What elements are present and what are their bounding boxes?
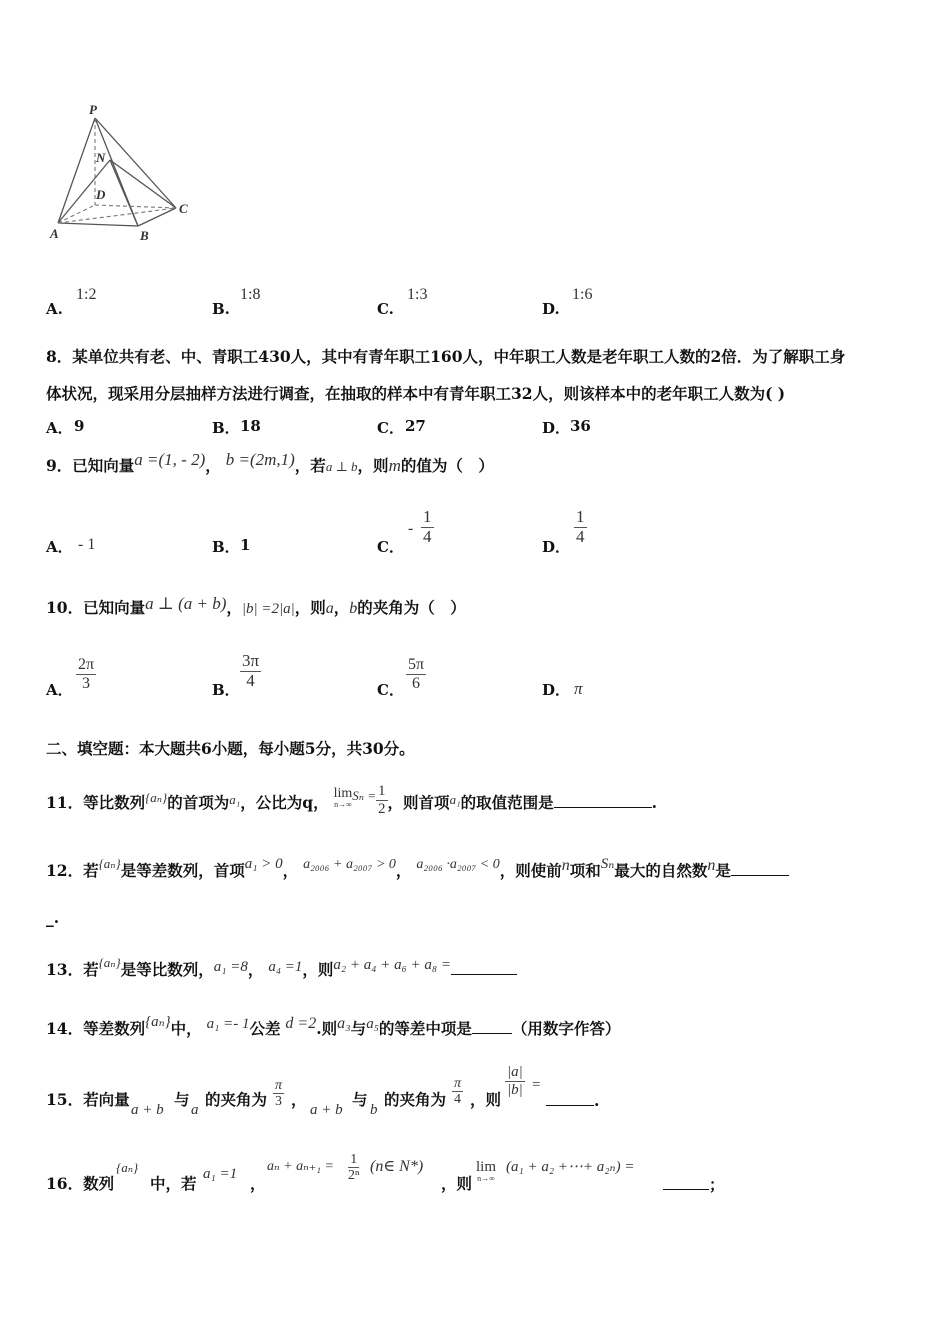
vertex-label-p: P xyxy=(89,102,97,117)
q8-option-a-label: A． xyxy=(46,419,73,437)
q15-a: a xyxy=(191,1102,199,1118)
q12-n1: n xyxy=(561,857,570,874)
q12-t1: 是等差数列，首项 xyxy=(120,861,245,880)
q15-answer-wrap xyxy=(546,1088,599,1110)
q14-t1: 中， xyxy=(170,1019,202,1038)
q11-half-fraction: $\frac{1}{2}$ xyxy=(378,783,386,817)
q13-c2: a₄ =1 xyxy=(268,959,303,975)
q9-option-d-label: D． xyxy=(542,538,571,556)
q13-sep1: ， xyxy=(247,960,264,979)
q15-angle1-fraction: $\frac{\pi}{3}$ xyxy=(275,1078,283,1110)
q14-answer-blank[interactable] xyxy=(472,1033,512,1034)
q9-suffix: 的值为（ ） xyxy=(400,456,494,475)
q9-option-b-value: 1 xyxy=(240,536,251,554)
q8-line2: 体状况，现采用分层抽样方法进行调查，在抽取的样本中有青年职工32人，则该样本中的老年职工人数为( ) xyxy=(46,384,786,403)
q12-t4: 最大的自然数 xyxy=(614,861,708,880)
q11-t3: ，则首项 xyxy=(387,793,450,812)
q10-b: b xyxy=(349,600,358,617)
vertex-label-b: B xyxy=(140,228,149,243)
q8-option-b-label: B． xyxy=(212,419,240,437)
q12-sep2: ， xyxy=(395,861,412,880)
q15-with2: 与 xyxy=(352,1090,368,1109)
q7-option-d-label: D. xyxy=(542,300,560,318)
q15-v1: a + b xyxy=(131,1102,164,1118)
q16-c1: a₁ =1 xyxy=(203,1166,238,1182)
q9-option-d-fraction: $\frac{1}{4}$ xyxy=(576,507,585,546)
q13-t2: ，则 xyxy=(302,960,334,979)
q9-sep: ， xyxy=(205,456,221,475)
q9-option-b-label: B． xyxy=(212,538,240,556)
q12-c2: a₂₀₀₆ + a₂₀₀₇ > 0 xyxy=(303,857,396,872)
q15-t3: ，则 xyxy=(470,1090,502,1109)
q9-option-a-value: - 1 xyxy=(78,536,96,553)
q9-option-c-sign: - xyxy=(408,520,414,537)
q15-t1: 的夹角为 xyxy=(205,1090,268,1109)
q9-option-c-fraction: $\frac{1}{4}$ xyxy=(423,507,432,546)
q7-option-d-value: 1:6 xyxy=(572,286,593,303)
section2-title: 二、填空题：本大题共6小题，每小题5分，共30分。 xyxy=(46,739,415,758)
q10-prefix: 10．已知向量 xyxy=(46,598,146,617)
q11-limit: lim n→∞ xyxy=(333,786,353,809)
q10-sep2: ， xyxy=(333,598,350,617)
q8-option-d-value: 36 xyxy=(570,417,591,435)
q10-option-c-label: C． xyxy=(377,681,404,699)
q11-answer-blank[interactable] xyxy=(554,807,652,808)
pyramid-figure xyxy=(40,100,210,250)
q12-sn: Sₙ xyxy=(600,856,615,872)
q16-expr: (a₁ + a₂ +⋯+ a₂ₙ) = xyxy=(506,1159,635,1175)
q15-b: b xyxy=(370,1102,378,1118)
vertex-label-d: D xyxy=(96,187,106,202)
q9-mid: ，若 xyxy=(294,456,326,475)
q16-prefix: 16．数列 xyxy=(46,1174,115,1193)
q13-expr: a₂ + a₄ + a₆ + a₈ = xyxy=(333,957,452,973)
q12-t2: ，则使前 xyxy=(499,861,562,880)
q11-seq: {aₙ} xyxy=(145,790,168,805)
q7-option-c-label: C. xyxy=(377,300,394,318)
q11-sn: Sₙ = xyxy=(352,788,377,803)
q16-answer-blank[interactable] xyxy=(663,1172,709,1190)
q7-option-b-value: 1:8 xyxy=(240,286,261,303)
vertex-label-a: A xyxy=(50,226,59,241)
q9-stem xyxy=(46,450,494,476)
q12-t3: 项和 xyxy=(569,861,601,880)
q16-sep: ， xyxy=(250,1174,266,1193)
q15-sep: ， xyxy=(291,1090,307,1109)
q8-line1: 8．某单位共有老、中、青职工430人，其中有青年职工160人，中年职工人数是老年职工人数的2倍．为了解职工身 xyxy=(46,347,846,366)
q13-answer-blank[interactable] xyxy=(451,974,517,975)
q13-t1: 是等比数列， xyxy=(120,960,214,979)
q9-prefix: 9．已知向量 xyxy=(46,456,135,475)
q10-option-b-fraction: $\frac{3\pi}{4}$ xyxy=(242,651,260,690)
q10-a: a xyxy=(325,600,334,617)
q8-option-b-value: 18 xyxy=(240,417,261,435)
q11-end: . xyxy=(651,793,658,812)
q14-a5: a₅ xyxy=(366,1016,379,1032)
q12-prefix: 12．若 xyxy=(46,861,99,880)
q9-cond: a ⊥ b xyxy=(325,459,358,474)
q8-option-a-value: 9 xyxy=(74,417,85,435)
q16-limit: lim n→∞ xyxy=(476,1159,497,1183)
q9-vec-b: b =(2m,1) xyxy=(225,450,295,469)
q10-sep: ， xyxy=(226,598,242,617)
q15-answer-blank[interactable] xyxy=(546,1088,594,1106)
q12-n2: n xyxy=(707,857,716,874)
q10-cond2: |b| =2|a| xyxy=(241,601,295,617)
q9-then: ，则 xyxy=(357,456,389,475)
q10-suffix: 的夹角为（ ） xyxy=(357,598,466,617)
q14-t3: .则 xyxy=(316,1019,338,1038)
q10-option-a-label: A． xyxy=(46,681,73,699)
q10-mid: ，则 xyxy=(294,598,326,617)
q15-eq: = xyxy=(532,1077,541,1093)
q12-t5: 是 xyxy=(715,861,731,880)
q7-option-b-label: B. xyxy=(212,300,230,318)
q12-sep1: ， xyxy=(282,861,299,880)
q12-seq: {aₙ} xyxy=(98,856,121,871)
q10-cond1: a ⊥ (a + b) xyxy=(145,594,227,613)
q14-t6: （用数字作答） xyxy=(511,1019,621,1038)
q7-option-a-label: A. xyxy=(46,300,63,318)
q11-a1b: a₁ xyxy=(449,792,461,807)
q9-option-a-label: A． xyxy=(46,538,73,556)
q13-stem xyxy=(46,955,517,980)
q15-angle2-fraction: $\frac{\pi}{4}$ xyxy=(454,1076,462,1108)
q12-stem xyxy=(46,856,789,881)
vertex-label-n: N xyxy=(96,150,106,165)
q10-option-b-label: B． xyxy=(212,681,240,699)
q13-c1: a₁ =8 xyxy=(213,959,248,975)
q10-option-d-label: D． xyxy=(542,681,571,699)
q7-option-a-value: 1:2 xyxy=(76,286,97,303)
q16-end: ； xyxy=(709,1175,725,1194)
q11-t1: 的首项为 xyxy=(167,793,230,812)
q14-seq: {aₙ} xyxy=(145,1014,171,1030)
q16-power-fraction: $\frac{1}{\text{2ⁿ}}$ xyxy=(348,1152,360,1184)
q16-t2: ，则 xyxy=(441,1174,473,1193)
vertex-label-c: C xyxy=(179,201,188,216)
q11-t4: 的取值范围是 xyxy=(460,793,554,812)
q13-seq: {aₙ} xyxy=(98,955,121,970)
q12-c3: a₂₀₀₆ ·a₂₀₀₇ < 0 xyxy=(416,857,500,872)
q15-end: . xyxy=(594,1091,600,1110)
q9-vec-a: a =(1, - 2) xyxy=(134,450,206,469)
q11-prefix: 11．等比数列 xyxy=(46,793,146,812)
q15-with1: 与 xyxy=(174,1090,190,1109)
q10-option-a-fraction: $\frac{2\pi}{3}$ xyxy=(78,656,95,692)
q15-t2: 的夹角为 xyxy=(384,1090,447,1109)
q16-c2: aₙ + aₙ₊₁ = xyxy=(267,1159,334,1174)
q8-option-c-value: 27 xyxy=(405,417,426,435)
q16-answer-wrap xyxy=(663,1172,725,1195)
q10-stem xyxy=(46,596,466,618)
q14-t2: 公差 xyxy=(249,1019,281,1038)
q7-option-c-value: 1:3 xyxy=(407,286,428,303)
q8-option-c-label: C． xyxy=(377,419,404,437)
q15-v2: a + b xyxy=(310,1102,343,1118)
q10-option-d-value: π xyxy=(574,679,583,698)
q14-c2: d =2 xyxy=(285,1015,317,1032)
q10-option-c-fraction: $\frac{5\pi}{6}$ xyxy=(408,656,425,692)
q9-option-c-label: C． xyxy=(377,538,404,556)
q16-t1: 中，若 xyxy=(150,1174,197,1193)
q14-t5: 的等差中项是 xyxy=(378,1019,472,1038)
q11-a1: a₁ xyxy=(229,792,241,807)
q15-prefix: 15．若向量 xyxy=(46,1090,130,1109)
q11-t2: ，公比为q， xyxy=(240,793,329,812)
q8-option-d-label: D． xyxy=(542,419,571,437)
q12-tail: _. xyxy=(46,908,60,927)
q12-c1: a₁ > 0 xyxy=(244,856,283,872)
q16-cond: (n∈ N*) xyxy=(370,1158,424,1175)
q12-answer-blank[interactable] xyxy=(731,875,789,876)
q13-prefix: 13．若 xyxy=(46,960,99,979)
q15-ratio-fraction: $\frac{|a|}{|b|}$ xyxy=(507,1064,523,1098)
q14-c1: a₁ =- 1 xyxy=(206,1016,250,1032)
q14-a3: a₃ xyxy=(337,1015,351,1032)
q11-stem xyxy=(46,783,658,821)
q16-seq: {aₙ} xyxy=(116,1160,139,1175)
q14-prefix: 14．等差数列 xyxy=(46,1019,146,1038)
q14-stem xyxy=(46,1014,621,1039)
q14-t4: 与 xyxy=(350,1019,367,1038)
q9-var: m xyxy=(388,456,401,475)
